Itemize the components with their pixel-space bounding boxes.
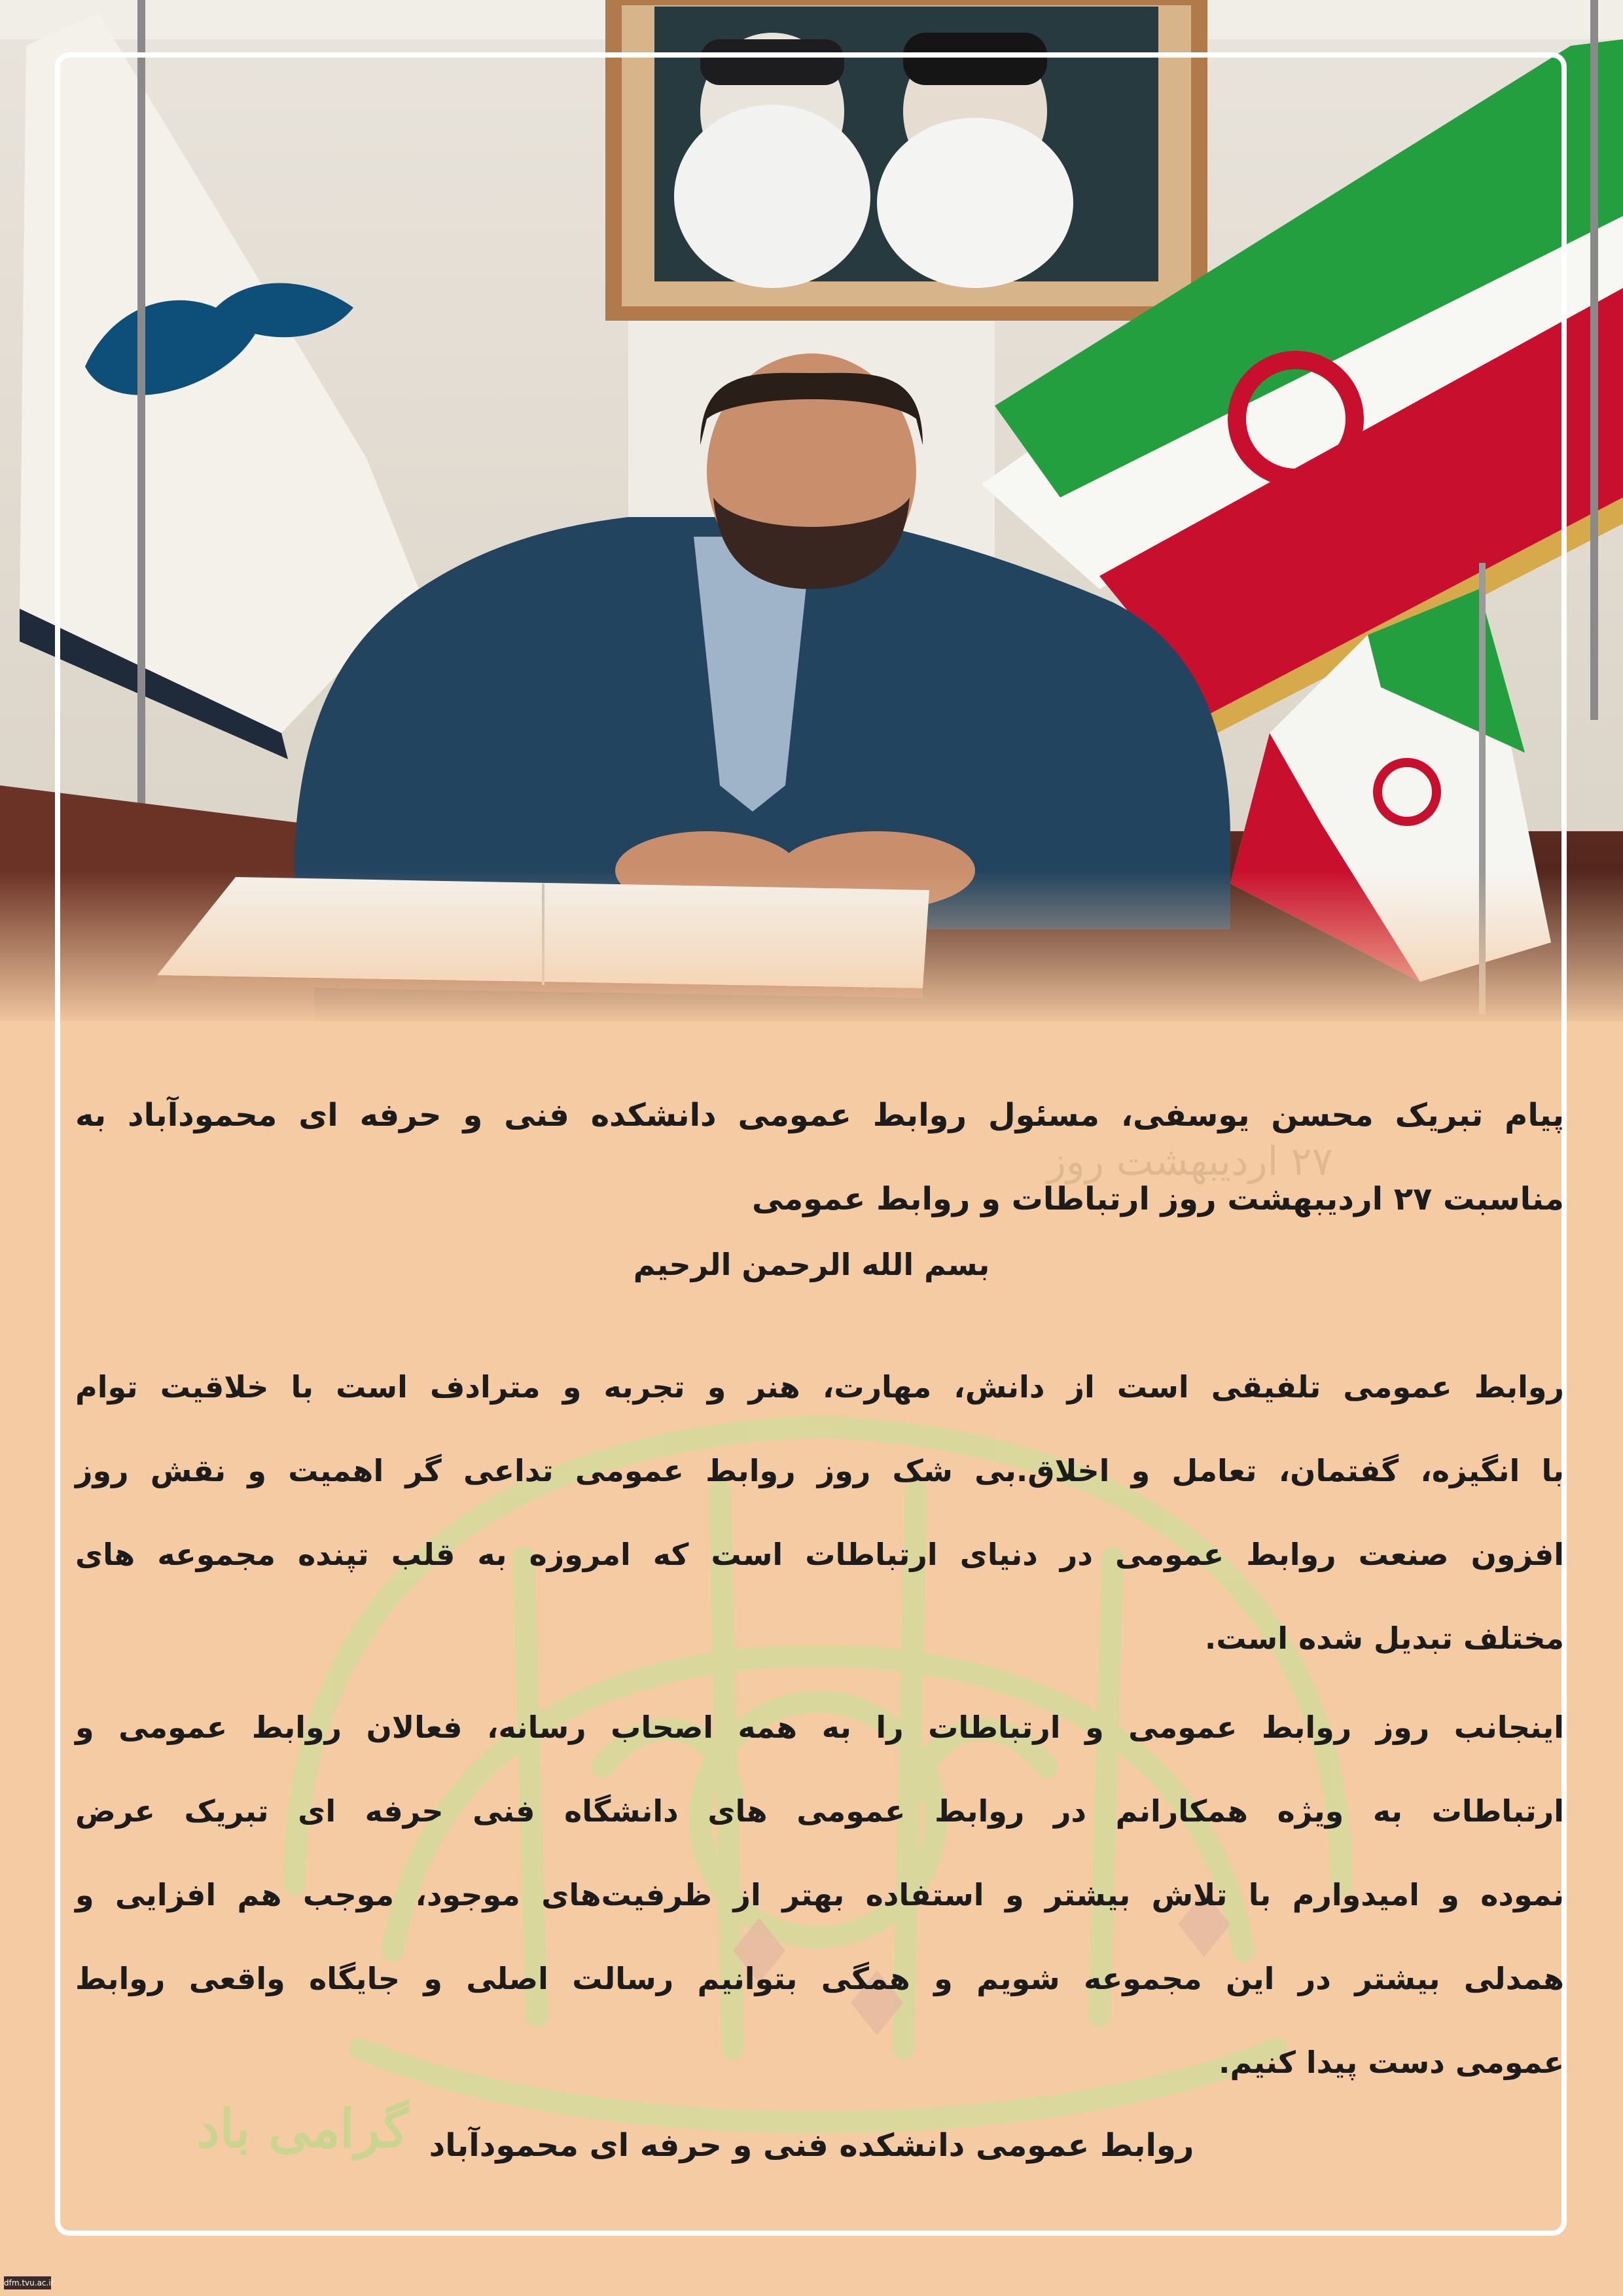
announcement-text bbox=[75, 1073, 1564, 1241]
paragraph-1-line: با انگیزه، گفتمان، تعامل و اخلاق.بی شک روز روابط عمومی تداعی گر اهمیت و نقش روز bbox=[75, 1453, 1564, 1488]
footer-site-mark[interactable]: dfm.tvu.ac.ir bbox=[4, 2276, 51, 2289]
paragraph-2-line: همدلی بیشتر در این مجموعه شویم و همگی بتوانیم رسالت اصلی و جایگاه واقعی روابط bbox=[75, 1961, 1564, 1996]
paragraph-2 bbox=[75, 1685, 1564, 2104]
paragraph-2-line: نموده و امیدوارم با تلاش بیشتر و استفاده بهتر از ظرفیت‌های موجود، موجب هم افزایی و bbox=[75, 1877, 1564, 1912]
paragraph-2-line: عمومی دست پیدا کنیم. bbox=[1219, 2045, 1564, 2080]
watermark-greeting: گرامی باد bbox=[196, 2098, 409, 2159]
paragraph-2-line: ارتباطات به ویژه همکارانم در روابط عمومی های دانشگاه فنی حرفه ای تبریک عرض bbox=[75, 1793, 1564, 1829]
paragraph-2-line: اینجانب روز روابط عمومی و ارتباطات را به همه اصحاب رسانه، فعالان روابط عمومی و bbox=[75, 1710, 1564, 1745]
title-line-1: پیام تبریک محسن یوسفی، مسئول روابط عمومی دانشکده فنی و حرفه ای محمودآباد به bbox=[75, 1097, 1564, 1134]
title-line-2: مناسبت ۲۷ اردیبهشت روز ارتباطات و روابط عمومی bbox=[751, 1181, 1564, 1217]
paragraph-1-line: روابط عمومی تلفیقی است از دانش، مهارت، هنر و تجربه و مترادف است با خلاقیت توام bbox=[75, 1369, 1564, 1405]
watermark-date-text: ۲۷ اردیبهشت روز bbox=[1047, 1139, 1333, 1185]
paragraph-1-line: افزون صنعت روابط عمومی در دنیای ارتباطات است که امروزه به قلب تپنده مجموعه های bbox=[75, 1537, 1564, 1572]
paragraph-1 bbox=[75, 1345, 1564, 1680]
paragraph-1-line: مختلف تبدیل شده است. bbox=[1204, 1621, 1564, 1656]
signature: روابط عمومی دانشکده فنی و حرفه ای محمودآباد bbox=[429, 2127, 1194, 2164]
bismillah: بسم الله الرحمن الرحیم bbox=[633, 1247, 990, 1282]
